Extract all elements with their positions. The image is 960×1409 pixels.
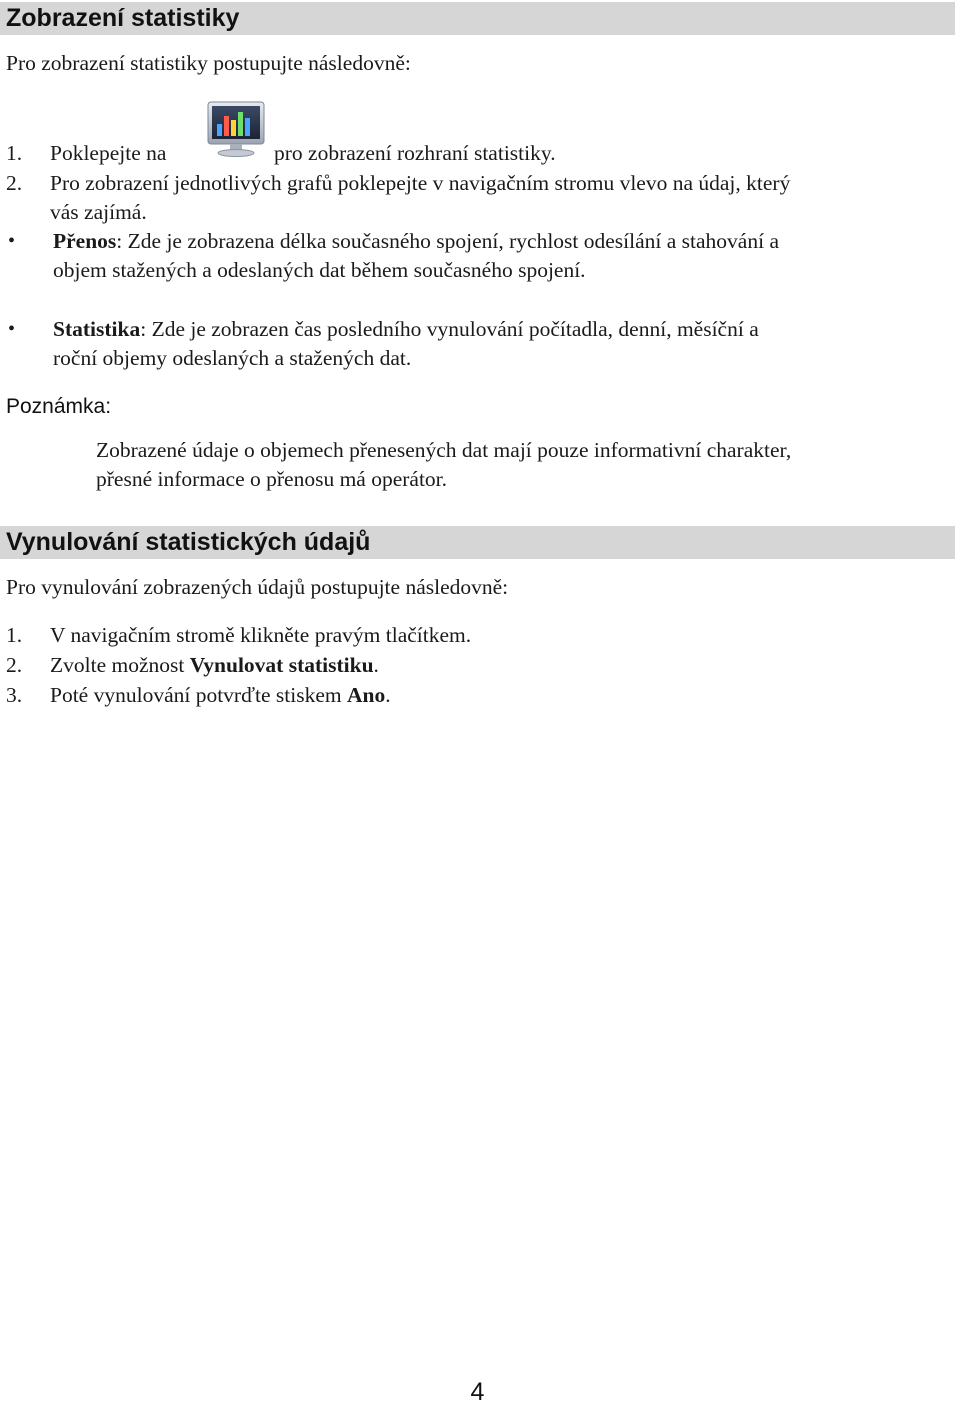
section-intro: Pro vynulování zobrazených údajů postupujte následovně:	[6, 575, 509, 599]
bullet-icon: •	[8, 230, 16, 252]
bullet-text: roční objemy odeslaných a stažených dat.	[53, 346, 412, 370]
bullet-term: Přenos	[53, 229, 117, 253]
step-text: Poklepejte na	[50, 141, 167, 165]
bullet-item	[53, 314, 759, 344]
step-text: Zvolte možnost Vynulovat statistiku.	[50, 653, 379, 677]
section-heading-reset: Vynulování statistických údajů	[0, 526, 955, 559]
step-number: 1.	[6, 141, 23, 165]
bullet-text: objem stažených a odeslaných dat během současného spojení.	[53, 258, 586, 282]
step-number: 1.	[6, 623, 23, 647]
statistics-monitor-icon	[204, 100, 268, 158]
note-text: přesné informace o přenosu má operátor.	[96, 467, 448, 491]
section-intro: Pro zobrazení statistiky postupujte následovně:	[6, 51, 411, 75]
bullet-text: : Zde je zobrazena délka současného spojení, rychlost odesílání a stahování a	[116, 229, 779, 253]
note-text: Zobrazené údaje o objemech přenesených dat mají pouze informativní charakter,	[96, 438, 792, 462]
step-text: pro zobrazení rozhraní statistiky.	[274, 141, 556, 165]
bullet-term: Statistika	[53, 317, 141, 341]
step-number: 3.	[6, 683, 23, 707]
page-number: 4	[470, 1378, 485, 1406]
step-text: V navigačním stromě klikněte pravým tlačítkem.	[50, 623, 472, 647]
step-number: 2.	[6, 653, 23, 677]
bullet-text: : Zde je zobrazen čas posledního vynulování počítadla, denní, měsíční a	[140, 317, 759, 341]
note-title: Poznámka:	[6, 395, 112, 418]
step-number: 2.	[6, 171, 23, 195]
section-heading-statistics: Zobrazení statistiky	[0, 2, 955, 35]
bullet-icon: •	[8, 318, 16, 340]
bullet-item	[53, 226, 779, 256]
step-text: Pro zobrazení jednotlivých grafů poklepejte v navigačním stromu vlevo na údaj, který	[50, 171, 791, 195]
step-text: vás zajímá.	[50, 200, 147, 224]
step-text: Poté vynulování potvrďte stiskem Ano.	[50, 683, 391, 707]
